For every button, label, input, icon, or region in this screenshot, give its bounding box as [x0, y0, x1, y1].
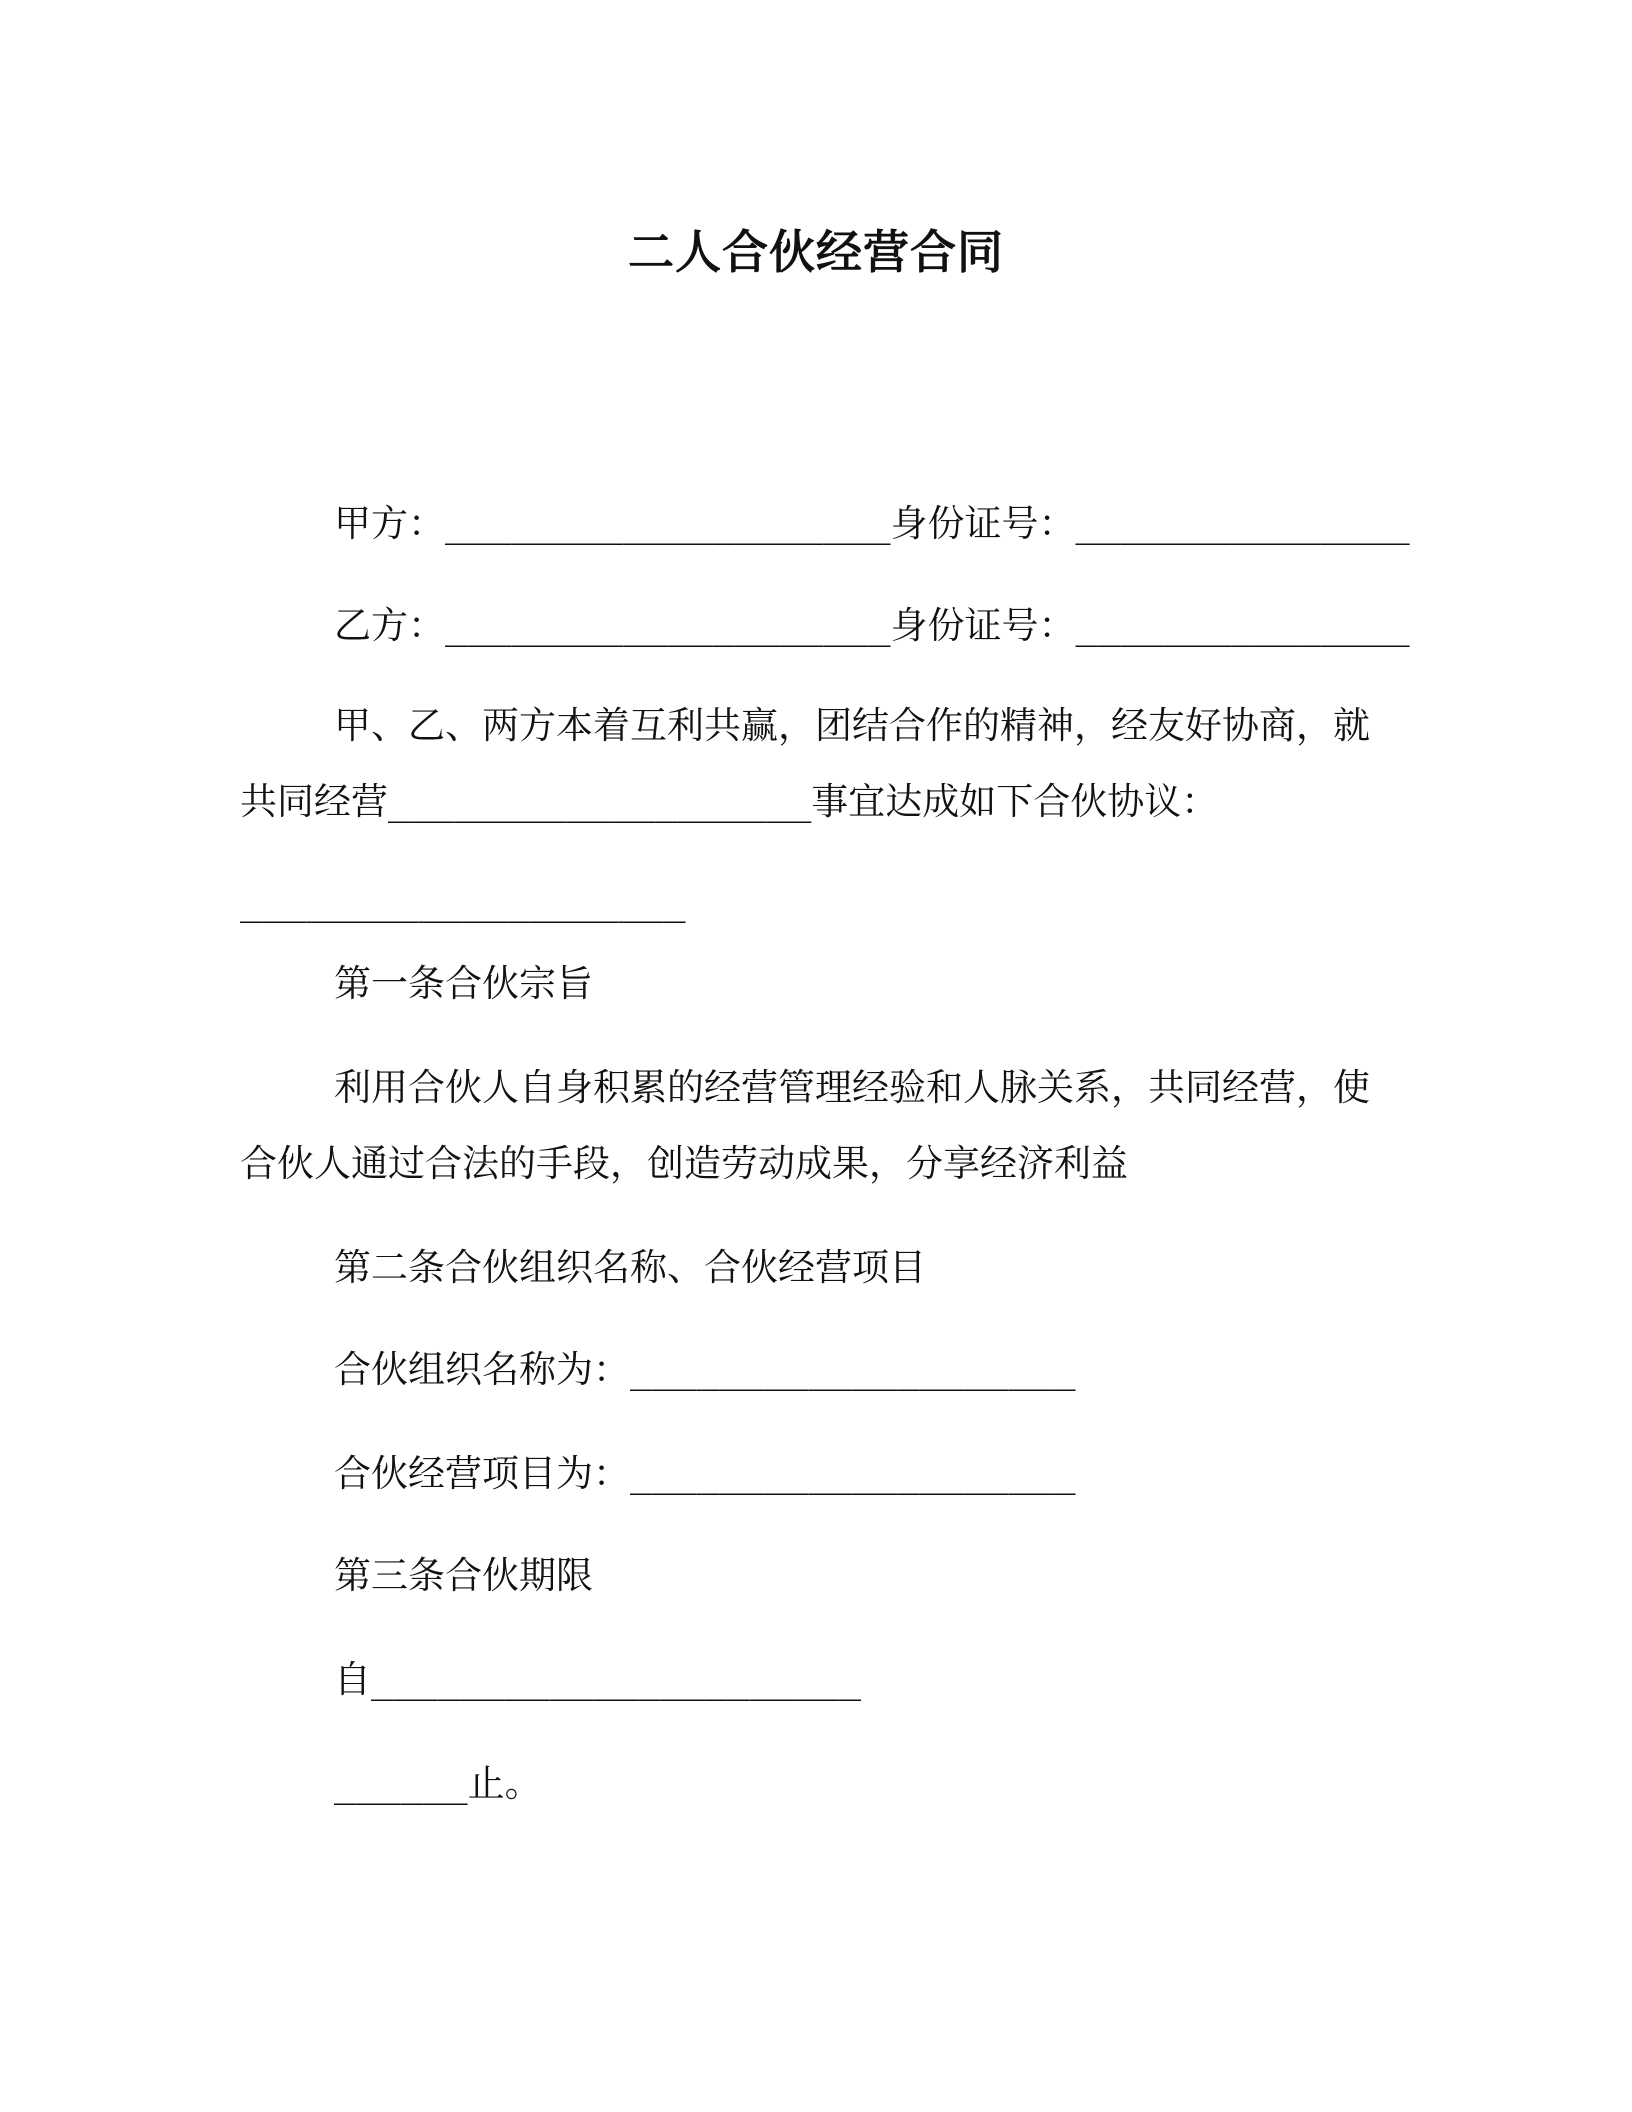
party-a-line [334, 500, 1410, 548]
party-b-name-blank: ____________________ [445, 604, 891, 647]
preamble-business-label: 共同经营 [240, 780, 388, 823]
project-line [334, 1450, 1076, 1498]
party-b-line [334, 602, 1410, 650]
party-a-label: 甲方： [334, 502, 445, 545]
term-end-label: 止。 [467, 1762, 542, 1805]
project-blank: ____________________ [630, 1452, 1076, 1495]
project-label: 合伙经营项目为： [334, 1452, 630, 1495]
org-name-blank: ____________________ [630, 1348, 1076, 1391]
party-b-id-blank: _______________ [1075, 604, 1410, 647]
party-a-id-blank: _______________ [1075, 502, 1410, 545]
preamble-line-1: 甲、乙、两方本着互利共赢，团结合作的精神，经友好协商，就 [334, 704, 1370, 747]
term-from-label: 自 [334, 1658, 371, 1701]
org-name-line [334, 1346, 1076, 1394]
preamble-suffix: 事宜达成如下合伙协议： [811, 780, 1219, 823]
article-1-body-line-2: 合伙人通过合法的手段，创造劳动成果，分享经济利益 [240, 1142, 1128, 1185]
preamble-line-2 [240, 778, 1218, 826]
document-title: 二人合伙经营合同 [628, 225, 1004, 279]
term-from-line [334, 1656, 861, 1704]
preamble-business-blank: ___________________ [388, 780, 812, 823]
preamble-extra-blank: ____________________ [240, 880, 686, 923]
party-a-id-label: 身份证号： [890, 502, 1076, 545]
party-a-name-blank: ____________________ [445, 502, 891, 545]
article-1-heading: 第一条合伙宗旨 [334, 962, 593, 1005]
term-end-blank: ______ [334, 1762, 468, 1805]
term-from-blank: ______________________ [371, 1658, 862, 1701]
article-3-heading: 第三条合伙期限 [334, 1554, 593, 1597]
party-b-label: 乙方： [334, 604, 445, 647]
term-end-line [334, 1760, 542, 1808]
party-b-id-label: 身份证号： [890, 604, 1076, 647]
article-2-heading: 第二条合伙组织名称、合伙经营项目 [334, 1246, 926, 1289]
article-1-body-line-1: 利用合伙人自身积累的经营管理经验和人脉关系，共同经营，使 [334, 1066, 1370, 1109]
org-name-label: 合伙组织名称为： [334, 1348, 630, 1391]
